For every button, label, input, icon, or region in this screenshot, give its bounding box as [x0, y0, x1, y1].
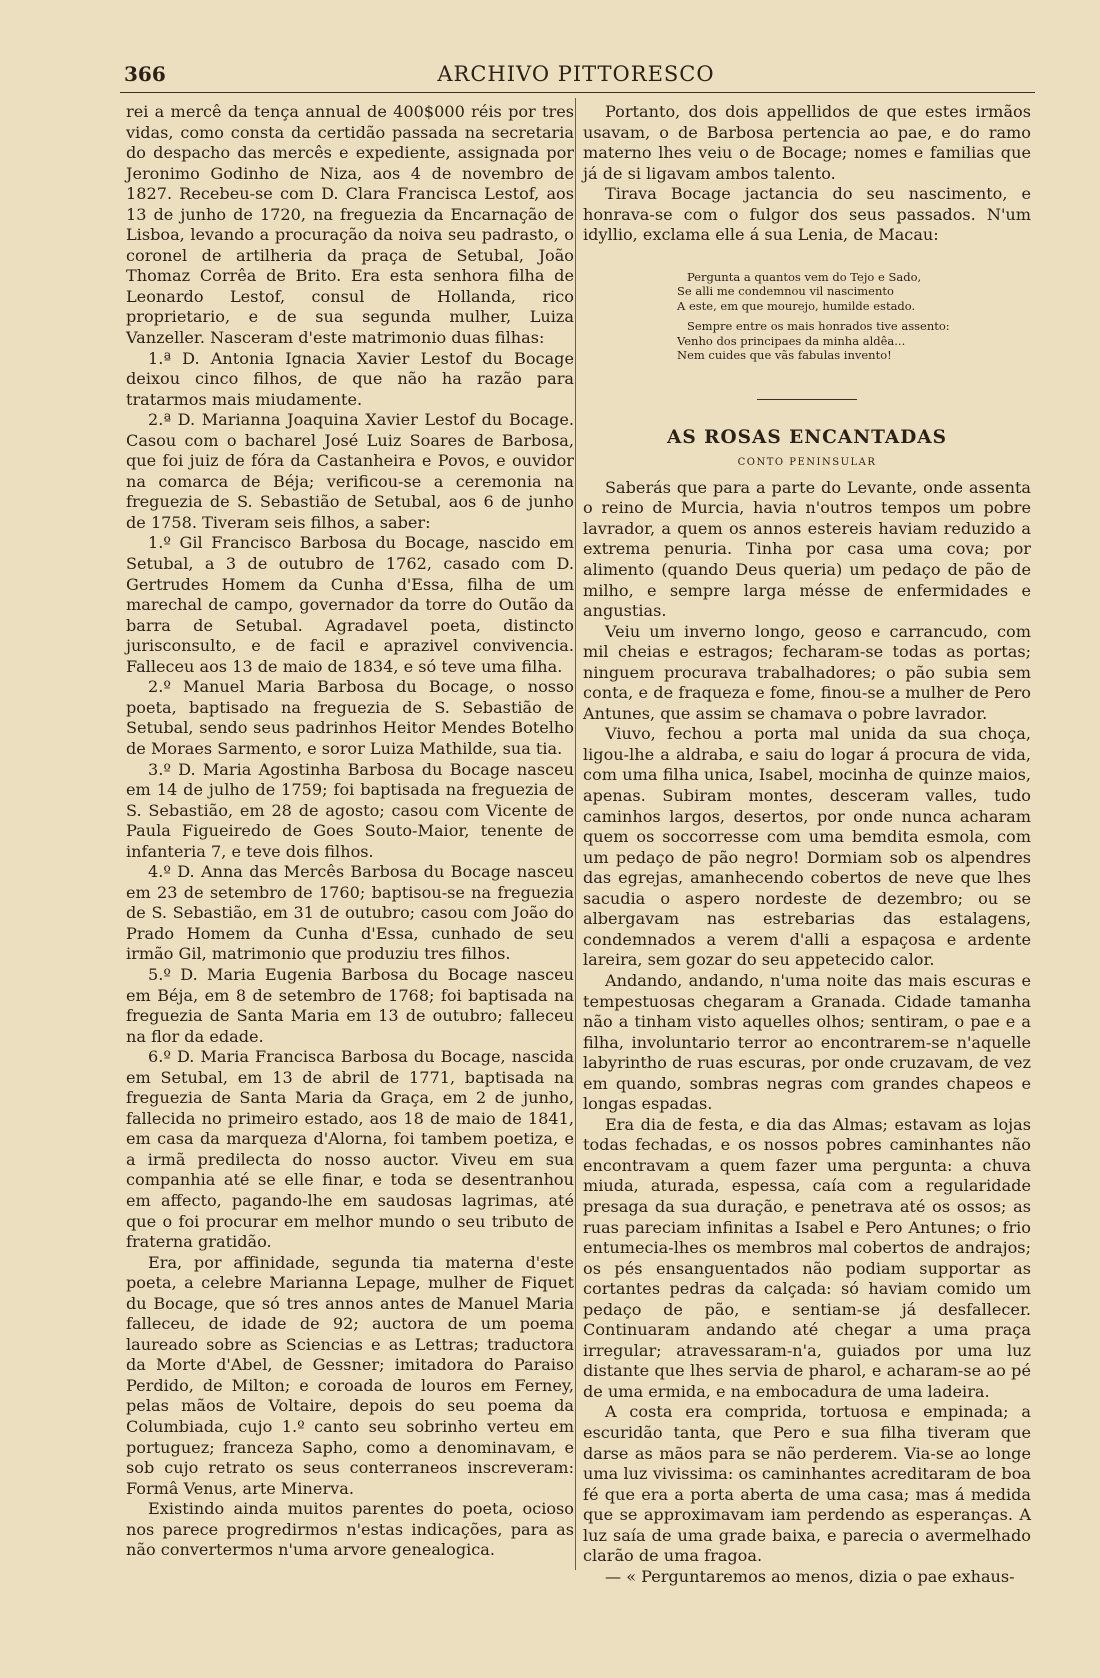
paragraph: Existindo ainda muitos parentes do poeta, ocioso nos parece progredirmos n'estas indicações, para as não convertermos n'uma arvore genealogica.	[126, 1499, 574, 1560]
paragraph: 6.º D. Maria Francisca Barbosa du Bocage, nascida em Setubal, em 13 de abril de 1771, baptisada na freguezia de Santa Maria da Graça, em 2 de junho, fallecida no primeiro estado, aos 18 de maio de 1841, em casa da marqueza d'Alorna, foi tambem poetiza, e a irmã predilecta do nosso auctor. Viveu em sua companhia até se elle finar, e toda se desentranhou em affecto, pagando-lhe em saudosas lagrimas, até que o foi procurar em melhor mundo o seu tributo de fraterna gratidão.	[126, 1047, 574, 1252]
paragraph: 2.º Manuel Maria Barbosa du Bocage, o nosso poeta, baptisado na freguezia de S. Sebastião de Setubal, sendo seus padrinhos Heitor Mendes Botelho de Moraes Sarmento, e soror Luiza Mathilde, sua tia.	[126, 677, 574, 758]
poem	[655, 270, 1031, 363]
paragraph: rei a mercê da tença annual de 400$000 réis por tres vidas, como consta da certidão passada na secretaria do despacho das mercês e expediente, assignada por Jeronimo Godinho de Niza, aos 4 de novembro de 1827. Recebeu-se com D. Clara Francisca Lestof, aos 13 de junho de 1720, na freguezia da Encarnação de Lisboa, levando a procuração da noiva seu padrasto, o coronel de artilheria da praça de Setubal, João Thomaz Corrêa de Brito. Era esta senhora filha de Leonardo Lestof, consul de Hollanda, rico proprietario, e de sua segunda mulher, Luiza Vanzeller. Nasceram d'este matrimonio duas filhas:	[126, 102, 574, 348]
paragraph: 1.ª D. Antonia Ignacia Xavier Lestof du Bocage deixou cinco filhos, de que não ha razão para tratarmos mais miudamente.	[126, 348, 574, 409]
poem-line: A este, em que mourejo, humilde estado.	[677, 298, 916, 313]
paragraph: Portanto, dos dois appellidos de que estes irmãos usavam, o de Barbosa pertencia ao pae, e do ramo materno lhes veiu o de Bocage; nomes e familias que já de si ligavam ambos talento.	[583, 102, 1031, 183]
paragraph: Veiu um inverno longo, geoso e carrancudo, com mil cheias e estragos; fecharam-se todas as portas; ninguem procurava trabalhadores; o pão subia sem conta, e de fraqueza e fome, finou-se a mulher de Pero Antunes, que assim se chamava o pobre lavrador.	[583, 621, 1031, 723]
paragraph: Tirava Bocage jactancia do seu nascimento, e honrava-se com o fulgor dos seus passados. N'um idyllio, exclama elle á sua Lenia, de Macau:	[583, 184, 1031, 245]
paragraph: A costa era comprida, tortuosa e empinada; a escuridão tanta, que Pero e sua filha tiveram que darse as mãos para se não perderem. Via-se ao longe uma luz vivissima: os caminhantes acreditaram de boa fé que era a porta aberta de uma casa; mas á medida que se approximavam iam perdendo as esperanças. A luz saía de uma grade baixa, e parecia o avermelhado clarão de uma fragoa.	[583, 1402, 1031, 1566]
paragraph: Viuvo, fechou a porta mal unida da sua choça, ligou-lhe a aldraba, e saiu do logar á procura de vida, com uma filha unica, Isabel, mocinha de quinze maios, apenas. Subiram montes, desceram valles, tudo caminhos largos, desertos, por onde nunca acharam quem os soccorresse com uma bemdita esmola, com um pedaço de pão negro! Dormiam sob os alpendres das egrejas, amanhecendo cobertos de neve que lhes sacudia o aspero nordeste de dezembro; ou se albergavam nas estrebarias das estalagens, condemnados a verem d'alli a espaçosa e ardente lareira, sem gozar do seu appetecido calor.	[583, 724, 1031, 970]
paragraph: — « Perguntaremos ao menos, dizia o pae exhaus-	[605, 1566, 1015, 1586]
paragraph: 3.º D. Maria Agostinha Barbosa du Bocage nasceu em 14 de julho de 1759; foi baptisada na freguezia de S. Sebastião, em 28 de agosto; casou com Vicente de Paula Figueiredo de Goes Souto-Maior, tenente de infanteria 7, e teve dois filhos.	[126, 759, 574, 861]
paragraph: 4.º D. Anna das Mercês Barbosa du Bocage nasceu em 23 de setembro de 1760; baptisou-se na freguezia de S. Sebastião, em 31 de outubro; casou com João do Prado Homem da Cunha d'Essa, cunhado de seu irmão Gil, matrimonio que produziu tres filhos.	[126, 862, 574, 964]
header-rule	[120, 92, 1035, 93]
story-title: AS ROSAS ENCANTADAS	[666, 426, 948, 448]
story-subtitle: CONTO PENINSULAR	[737, 456, 877, 468]
poem-line: Pergunta a quantos vem do Tejo e Sado,	[687, 269, 922, 284]
right-intro	[583, 102, 1031, 246]
paragraph: Era, por affinidade, segunda tia materna d'este poeta, a celebre Marianna Lepage, mulher de Fiquet du Bocage, que só tres annos antes de Manuel Maria falleceu, de idade de 92; auctora de um poema laureado sobre as Sciencias e as Lettras; traductora da Morte d'Abel, de Gessner; imitadora do Paraiso Perdido, de Milton; e coroada de louros em Ferney, pelas mãos de Voltaire, depois do seu poema da Columbiada, cujo 1.º canto seu sobrinho verteu em portuguez; franceza Sapho, como a denominavam, e sob cujo retrato os seus conterraneos inscreveram: Formâ Venus, arte Minerva.	[126, 1252, 574, 1498]
paragraph: 1.º Gil Francisco Barbosa du Bocage, nascido em Setubal, a 3 de outubro de 1762, casado com D. Gertrudes Homem da Cunha d'Essa, filha de um marechal de campo, governador da torre do Outão da barra de Setubal. Agradavel poeta, distincto jurisconsulto, e de facil e aprazivel convivencia. Falleceu aos 13 de maio de 1834, e só teve uma filha.	[126, 533, 574, 676]
running-title: ARCHIVO PITTORESCO	[437, 62, 715, 86]
paragraph: Era dia de festa, e dia das Almas; estavam as lojas todas fechadas, e os nossos pobres caminhantes não encontravam a quem fazer uma pergunta: a chuva miuda, aturada, espessa, caía com a regularidade presaga da sua duração, e penetrava até os ossos; as ruas pareciam infinitas a Isabel e Pero Antunes; o frio entumecia-lhes os membros mal cobertos de andrajos; os pés ensanguentados não podiam supportar as cortantes pedras da calçada: só haviam comido um pedaço de pão, e sentiam-se já desfallecer. Continuaram andando até chegar a uma praça irregular; atravessaram-n'a, guiados por uma luz distante que lhes servia de pharol, e acharam-se ao pé de uma ermida, e na embocadura de uma ladeira.	[583, 1114, 1031, 1401]
paragraph: Andando, andando, n'uma noite das mais escuras e tempestuosas chegaram a Granada. Cidade tamanha não a tinham visto aquelles olhos; sentiram, o pae e a filha, involuntario terror ao encontrarem-se n'aquelle labyrintho de ruas escuras, por onde cruzavam, de vez em quando, sombras negras com grandes chapeos e longas espadas.	[583, 970, 1031, 1114]
page-number: 366	[124, 62, 166, 86]
poem-line: Sempre entre os mais honrados tive assento:	[687, 319, 950, 334]
paragraph: 2.ª D. Marianna Joaquina Xavier Lestof du Bocage. Casou com o bacharel José Luiz Soares de Barbosa, que foi juiz de fóra da Castanheira e Povos, e ouvidor na comarca de Béja; verificou-se a ceremonia na freguezia de S. Sebastião de Setubal, aos 6 de junho de 1758. Tiveram seis filhos, a saber:	[126, 410, 574, 532]
poem-line: Venho dos principaes da minha aldêa...	[677, 333, 906, 348]
page-header	[120, 62, 1032, 90]
story-body	[583, 478, 1031, 1588]
poem-stanza-2	[655, 319, 1031, 363]
poem-stanza-1	[655, 270, 1031, 314]
column-divider	[575, 98, 576, 1570]
poem-line: Se alli me condemnou vil nascimento	[677, 284, 894, 299]
paragraph: Saberás que para a parte do Levante, onde assenta o reino de Murcia, havia n'outros tempos um pobre lavrador, a quem os annos estereis haviam reduzido a extrema penuria. Tinha por casa uma cova; por alimento (quando Deus queria) um pedaço de pão de milho, e sempre larga mésse de enfermidades e angustias.	[583, 477, 1031, 621]
left-column	[126, 102, 574, 1561]
section-divider	[757, 399, 857, 400]
right-column	[583, 102, 1031, 1587]
poem-line: Nem cuides que vãs fabulas invento!	[677, 348, 892, 363]
paragraph: 5.º D. Maria Eugenia Barbosa du Bocage nasceu em Béja, em 8 de setembro de 1768; foi baptisada na freguezia de Santa Maria em 13 de outubro; falleceu na flor da edade.	[126, 964, 574, 1046]
